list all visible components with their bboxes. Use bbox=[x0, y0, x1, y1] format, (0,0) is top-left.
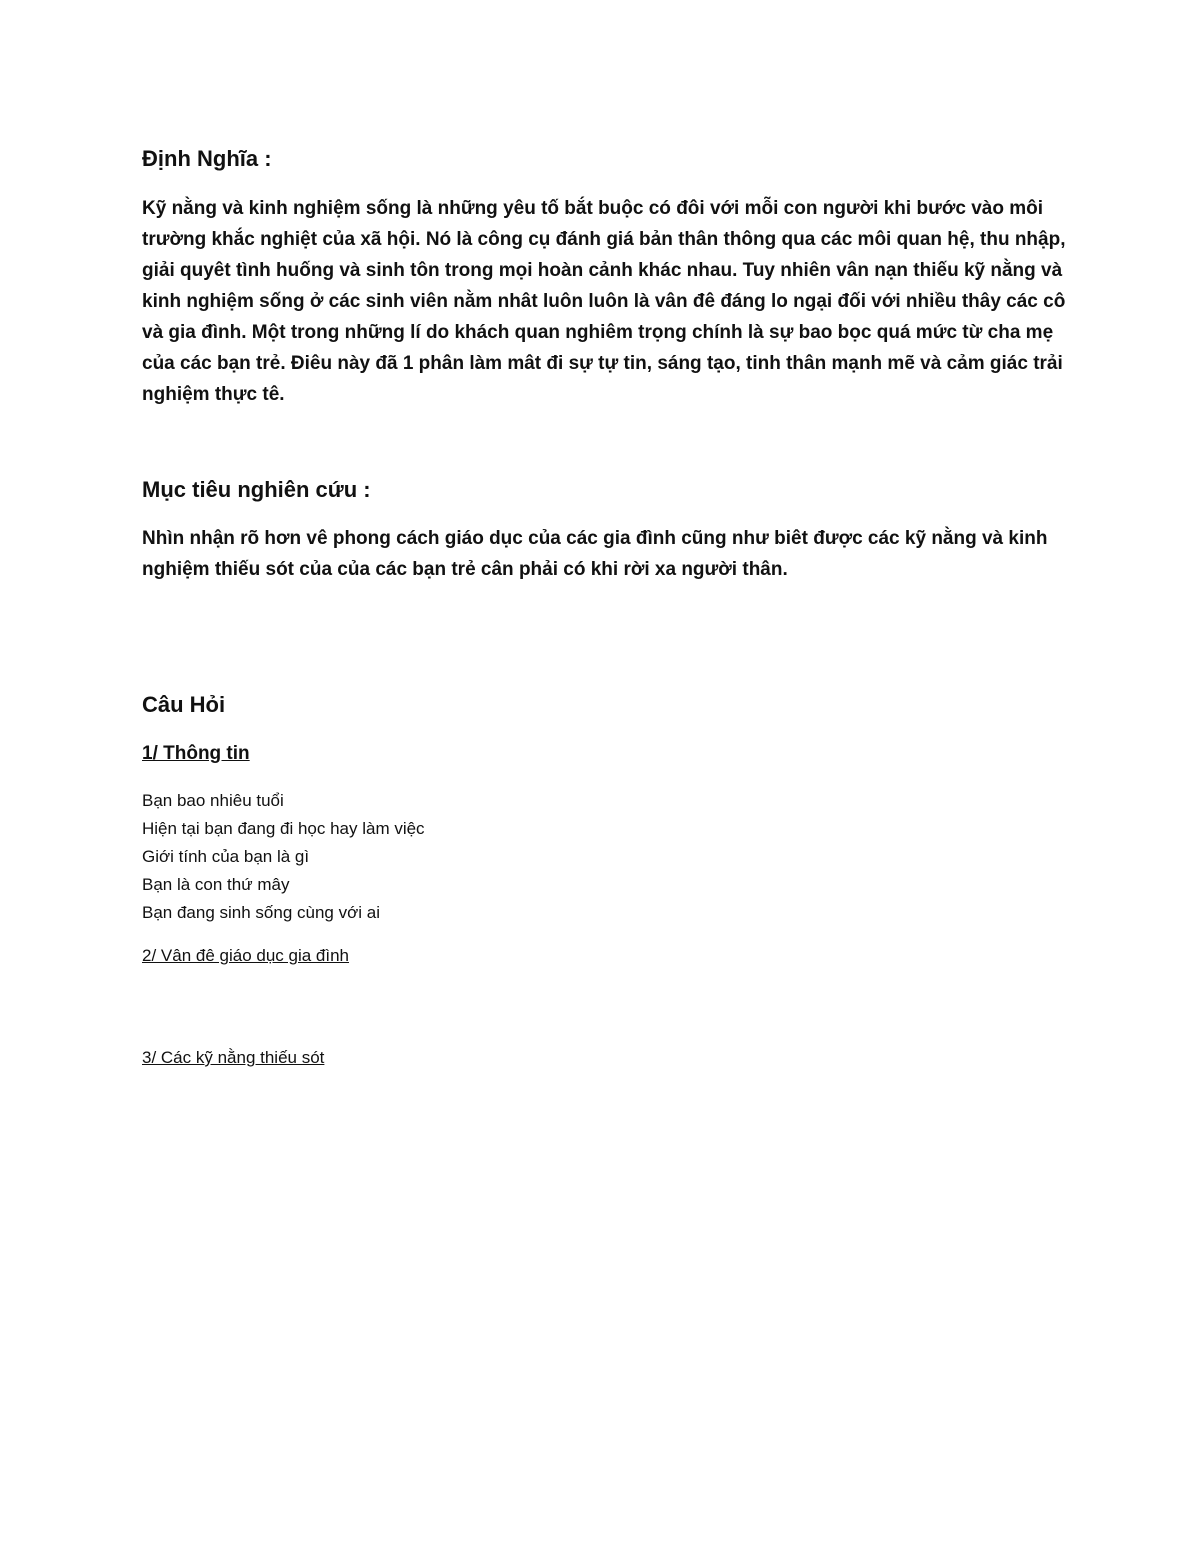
definition-paragraph: Kỹ nằng và kinh nghiệm sống là những yêu tố bắt buộc có đôi với mỗi con người khi bước vào môi trường khắc nghiệt của xã hội. Nó là công cụ đánh giá bản thân thông qua các môi quan hệ, thu nhập, giải quyêt tình huống và sinh tôn trong mọi hoàn cảnh khác nhau. Tuy nhiên vân nạn thiếu kỹ nằng và kinh nghiệm sống ở các sinh viên nằm nhât luôn luôn là vân đê đáng lo ngại đối với nhiều thây các cô và gia đình. Một trong những lí do khách quan nghiêm trọng chính là sự bao bọc quá mức từ cha mẹ của các bạn trẻ. Điêu này đã 1 phân làm mât đi sự tự tin, sáng tạo, tinh thân mạnh mẽ và cảm giác trải nghiệm thực tê. bbox=[142, 198, 1066, 405]
definition-heading: Định Nghĩa : bbox=[142, 146, 272, 171]
questions-heading: Câu Hỏi bbox=[142, 692, 226, 717]
list-item: Bạn là con thứ mây bbox=[142, 875, 290, 894]
questions-part1-list bbox=[142, 787, 425, 927]
list-item: Hiện tại bạn đang đi học hay làm việc bbox=[142, 819, 425, 838]
list-item: Giới tính của bạn là gì bbox=[142, 847, 310, 866]
objective-paragraph: Nhìn nhận rõ hơn vê phong cách giáo dục của các gia đình cũng như biêt được các kỹ nằng và kinh nghiệm thiếu sót của của các bạn trẻ cân phải có khi rời xa người thân. bbox=[142, 528, 1048, 580]
questions-part1-heading: 1/ Thông tin bbox=[142, 743, 250, 764]
questions-part3-heading: 3/ Các kỹ nằng thiếu sót bbox=[142, 1048, 325, 1067]
questions-part2-heading: 2/ Vân đê giáo dục gia đình bbox=[142, 946, 349, 965]
list-item: Bạn đang sinh sống cùng với ai bbox=[142, 903, 380, 922]
objective-heading: Mục tiêu nghiên cứu : bbox=[142, 477, 371, 502]
list-item: Bạn bao nhiêu tuổi bbox=[142, 791, 284, 810]
